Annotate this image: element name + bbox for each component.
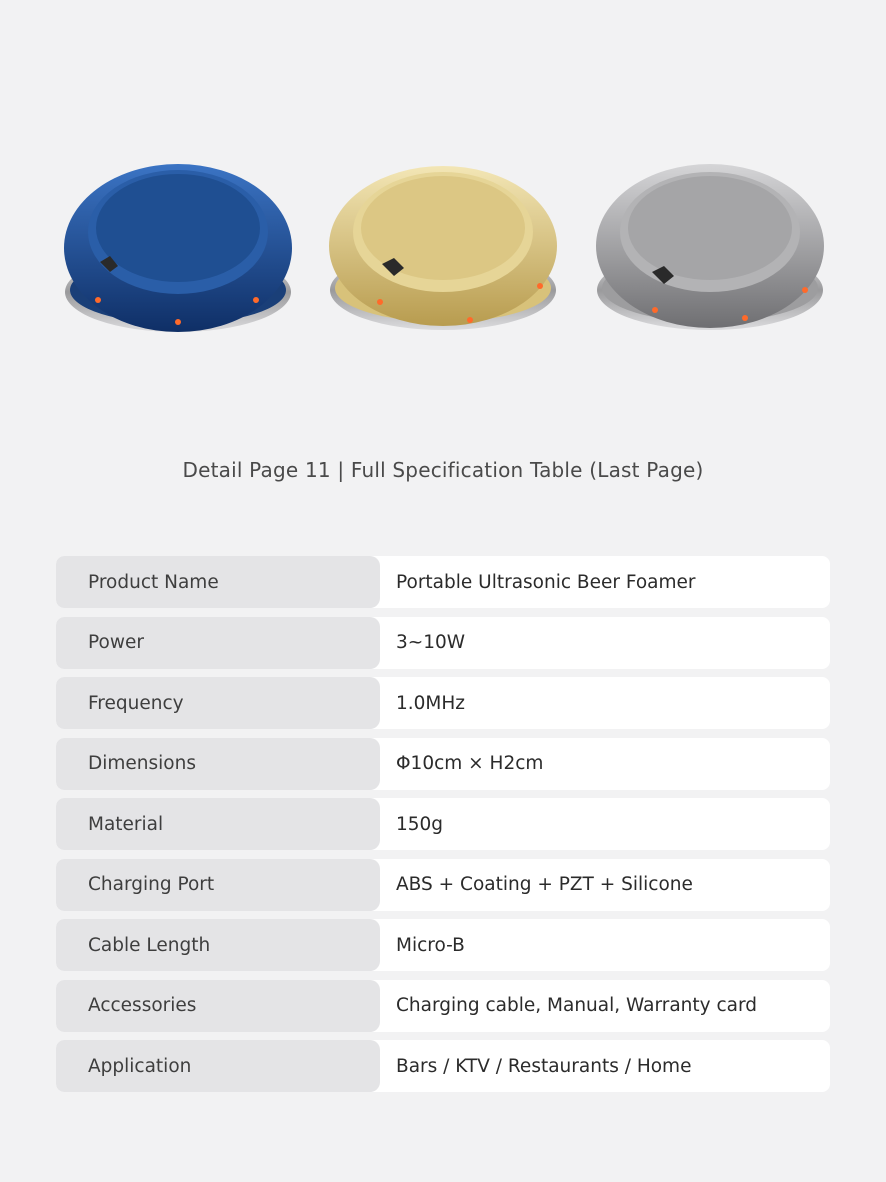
spec-row-dimensions	[56, 738, 830, 790]
spec-row-power	[56, 617, 830, 669]
spec-label: Dimensions	[56, 738, 380, 790]
spec-row-product-name	[56, 556, 830, 608]
spec-label: Material	[56, 798, 380, 850]
spec-label: Charging Port	[56, 859, 380, 911]
spec-value: Charging cable, Manual, Warranty card	[396, 995, 758, 1016]
spec-value: Micro-B	[396, 934, 465, 956]
spec-row-application	[56, 1040, 830, 1092]
spec-value: 3~10W	[396, 632, 466, 653]
product-illustration	[0, 0, 886, 420]
silver-foamer-image	[596, 164, 824, 330]
spec-value: Bars / KTV / Restaurants / Home	[396, 1055, 692, 1077]
spec-table	[56, 556, 830, 1101]
spec-row-material	[56, 798, 830, 850]
gold-foamer-image	[329, 166, 557, 330]
spec-value: 1.0MHz	[396, 692, 466, 714]
spec-value: ABS + Coating + PZT + Silicone	[396, 874, 693, 895]
spec-label: Accessories	[56, 980, 380, 1032]
spec-row-accessories	[56, 980, 830, 1032]
spec-row-frequency	[56, 677, 830, 729]
spec-label: Frequency	[56, 677, 380, 729]
spec-value: Portable Ultrasonic Beer Foamer	[396, 571, 696, 593]
spec-label: Cable Length	[56, 919, 380, 971]
spec-row-charging-port	[56, 859, 830, 911]
spec-row-cable-length	[56, 919, 830, 971]
spec-label: Power	[56, 617, 380, 669]
product-hero	[0, 0, 886, 420]
blue-foamer-image	[64, 164, 292, 332]
spec-label: Product Name	[56, 556, 380, 608]
spec-value: 150g	[396, 813, 444, 835]
spec-value: Φ10cm × H2cm	[396, 753, 544, 774]
page-caption: Detail Page 11 | Full Specification Table (Last Page)	[182, 458, 704, 482]
spec-label: Application	[56, 1040, 380, 1092]
